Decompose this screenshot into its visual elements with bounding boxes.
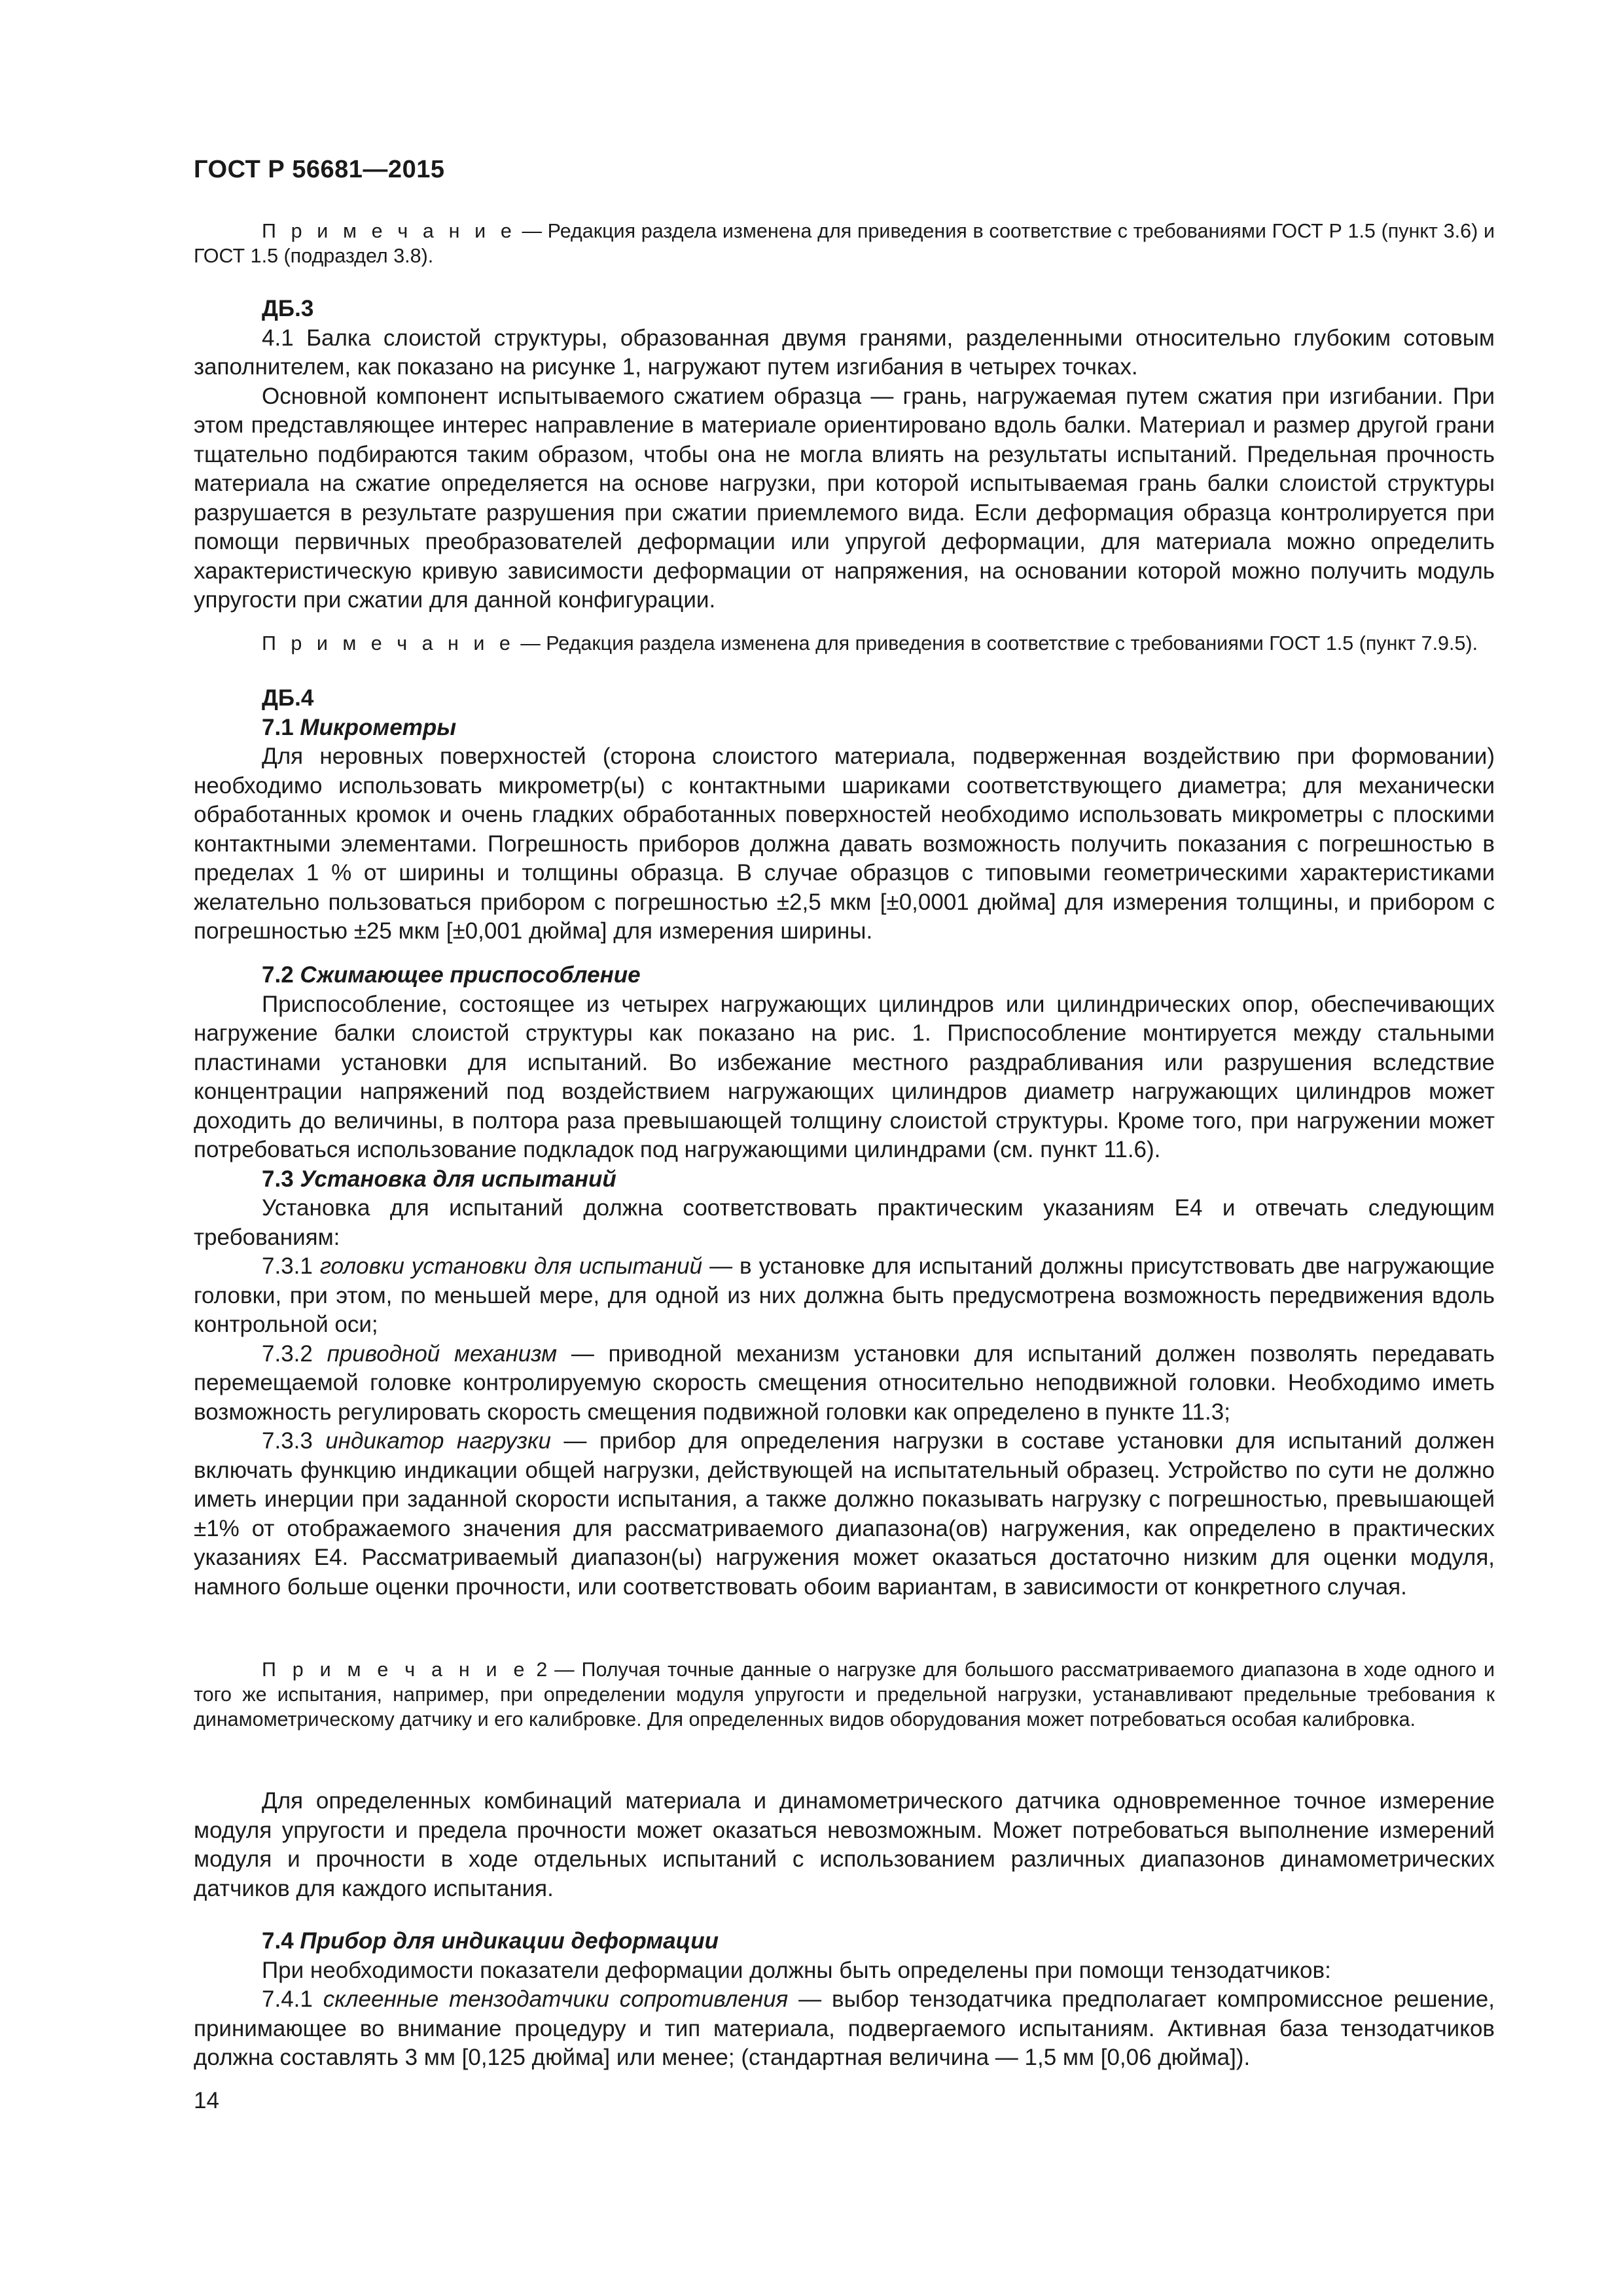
- section-7-3-text: Установка для испытаний должна соответствовать практическим указаниям Е4 и отвечать следующим требованиям:: [194, 1195, 1495, 1250]
- paragraph-combinations-text: Для определенных комбинаций материала и динамометрического датчика одновременное точное измерение модуля упругости и предела прочности может оказаться невозможным. Может потребоваться выполнение измерений модуля и прочности в ходе отдельных испытаний с использованием различных диапазонов динамометрических датчиков для каждого испытания.: [194, 1788, 1495, 1901]
- section-7-1-title: Микрометры: [300, 714, 457, 740]
- section-7-3-2: [194, 1340, 1495, 1427]
- section-7-4-heading: [194, 1927, 1495, 1956]
- note-1: [194, 219, 1495, 268]
- section-7-3-number: 7.3: [262, 1166, 300, 1192]
- section-7-3-3-number: 7.3.3: [262, 1428, 326, 1454]
- section-7-3-1-text: — в установке для испытаний должны присутствовать две нагружающие головки, при этом, по меньшей мере, для одной из них должна быть предусмотрена возможность передвижения вдоль контрольной оси;: [194, 1253, 1495, 1337]
- section-7-4-1: [194, 1985, 1495, 2073]
- section-7-3-1: [194, 1252, 1495, 1340]
- note-1-text: — Редакция раздела изменена для приведения в соответствие с требованиями ГОСТ Р 1.5 (пункт 3.6) и ГОСТ 1.5 (подраздел 3.8).: [194, 220, 1495, 267]
- section-7-2-number: 7.2: [262, 962, 300, 988]
- section-7-4: [194, 1927, 1495, 2073]
- section-7-3-3-term: индикатор нагрузки: [325, 1428, 551, 1454]
- section-7-3-heading: [194, 1165, 1495, 1194]
- section-db4-heading: ДБ.4: [262, 685, 314, 711]
- section-db3-paragraph-2: Основной компонент испытываемого сжатием образца — грань, нагружаемая путем сжатия при изгибании. При этом представляющее интерес направление в материале ориентировано вдоль балки. Материал и размер другой грани тщательно подбираются таким образом, чтобы она не могла влиять на результаты испытаний. Предельная прочность материала на сжатие определяется на основе нагрузки, при которой испытываемая грань балки слоистой структуры разрушается в результате разрушения при сжатии приемлемого вида. Если деформация образца контролируется при помощи первичных преобразователей деформации или упругой деформации, для материала можно определить характеристическую кривую зависимости деформации от напряжения, на основании которой можно получить модуль упругости при сжатии для данной конфигурации.: [194, 383, 1495, 613]
- section-7-4-1-text: — выбор тензодатчика предполагает компромиссное решение, принимающее во внимание процедуру и тип материала, подвергаемого испытаниям. Активная база тензодатчиков должна составлять 3 мм [0,125 дюйма] или менее; (стандартная величина — 1,5 мм [0,06 дюйма]).: [194, 1986, 1495, 2070]
- section-7-1-number: 7.1: [262, 714, 300, 740]
- section-7-2-title: Сжимающее приспособление: [300, 962, 641, 988]
- section-7-2: [194, 961, 1495, 1602]
- section-7-4-number: 7.4: [262, 1928, 300, 1954]
- section-7-2-text: Приспособление, состоящее из четырех нагружающих цилиндров или цилиндрических опор, обеспечивающих нагружение балки слоистой структуры как показано на рис. 1. Приспособление монтируется между стальными пластинами установки для испытаний. Во избежание местного раздрабливания или разрушения вследствие концентрации напряжений под воздействием нагружающих цилиндров диаметр нагружающих цилиндров может доходить до величины, в полтора раза превышающей толщину слоистой структуры. Кроме того, при нагружении может потребоваться использование подкладок под нагружающими цилиндрами (см. пункт 11.6).: [194, 991, 1495, 1162]
- section-7-4-text: При необходимости показатели деформации должны быть определены при помощи тензодатчиков:: [262, 1957, 1331, 1983]
- note-2-label: П р и м е ч а н и е: [262, 632, 515, 655]
- paragraph-combinations: [194, 1787, 1495, 1903]
- section-7-4-1-term: склеенные тензодатчики сопротивления: [323, 1986, 789, 2012]
- section-7-3-2-text: — приводной механизм установки для испытаний должен позволять передавать перемещаемой головке контролируемую скорость смещения относительно неподвижной головки. Необходимо иметь возможность регулировать скорость смещения подвижной головки как определено в пункте 11.3;: [194, 1340, 1495, 1425]
- section-7-3-1-term: головки установки для испытаний: [319, 1253, 703, 1279]
- note-1-label: П р и м е ч а н и е: [262, 220, 516, 242]
- section-7-3-2-number: 7.3.2: [262, 1340, 327, 1367]
- note-3: [194, 1657, 1495, 1732]
- section-db3-paragraph-1: 4.1 Балка слоистой структуры, образованная двумя гранями, разделенными относительно глубоким сотовым заполнителем, как показано на рисунке 1, нагружают путем изгибания в четырех точках.: [194, 325, 1495, 380]
- section-db4: [194, 684, 1495, 946]
- note-3-label: П р и м е ч а н и е: [262, 1659, 529, 1681]
- note-2-text: — Редакция раздела изменена для приведения в соответствие с требованиями ГОСТ 1.5 (пункт 7.9.5).: [514, 632, 1478, 655]
- section-7-3-2-term: приводной механизм: [327, 1340, 558, 1367]
- section-db3-heading: ДБ.3: [262, 296, 314, 321]
- note-2: [194, 631, 1495, 656]
- section-7-2-heading: [194, 961, 1495, 990]
- section-7-4-1-number: 7.4.1: [262, 1986, 323, 2012]
- section-db3: [194, 295, 1495, 615]
- section-7-1-heading: [194, 713, 1495, 743]
- standard-header: ГОСТ Р 56681—2015: [194, 156, 445, 183]
- section-7-3-title: Установка для испытаний: [300, 1166, 616, 1192]
- page-number: 14: [194, 2088, 219, 2113]
- section-7-4-title: Прибор для индикации деформации: [300, 1928, 719, 1954]
- section-7-3-1-number: 7.3.1: [262, 1253, 320, 1279]
- section-7-1-text: Для неровных поверхностей (сторона слоистого материала, подверженная воздействию при формовании) необходимо использовать микрометр(ы) с контактными шариками соответствующего диаметра; для механически обработанных кромок и очень гладких обработанных поверхностей необходимо использовать микрометры с плоскими контактными элементами. Погрешность приборов должна давать возможность получить показания с погрешностью в пределах 1 % от ширины и толщины образца. В случае образцов с типовыми геометрическими характеристиками желательно пользоваться прибором с погрешностью ±2,5 мкм [±0,0001 дюйма] для измерения толщины, и прибором с погрешностью ±25 мкм [±0,001 дюйма] для измерения ширины.: [194, 744, 1495, 944]
- note-3-text: 2 — Получая точные данные о нагрузке для большого рассматриваемого диапазона в ходе одного и того же испытания, например, при определении модуля упругости и предельной нагрузки, устанавливают предельные требования к динамометрическому датчику и его калибровке. Для определенных видов оборудования может потребоваться особая калибровка.: [194, 1659, 1495, 1731]
- section-7-3-3: [194, 1427, 1495, 1602]
- section-7-3-3-text: — прибор для определения нагрузки в составе установки для испытаний должен включать функцию индикации общей нагрузки, действующей на испытательный образец. Устройство по сути не должно иметь инерции при заданной скорости испытания, а также должно показывать нагрузку с погрешностью, превышающей ±1% от отображаемого значения для рассматриваемого диапазона(ов) нагружения, как определено в практических указаниях Е4. Рассматриваемый диапазон(ы) нагружения может оказаться достаточно низким для оценки модуля, намного больше оценки прочности, или соответствовать обоим вариантам, в зависимости от конкретного случая.: [194, 1428, 1495, 1600]
